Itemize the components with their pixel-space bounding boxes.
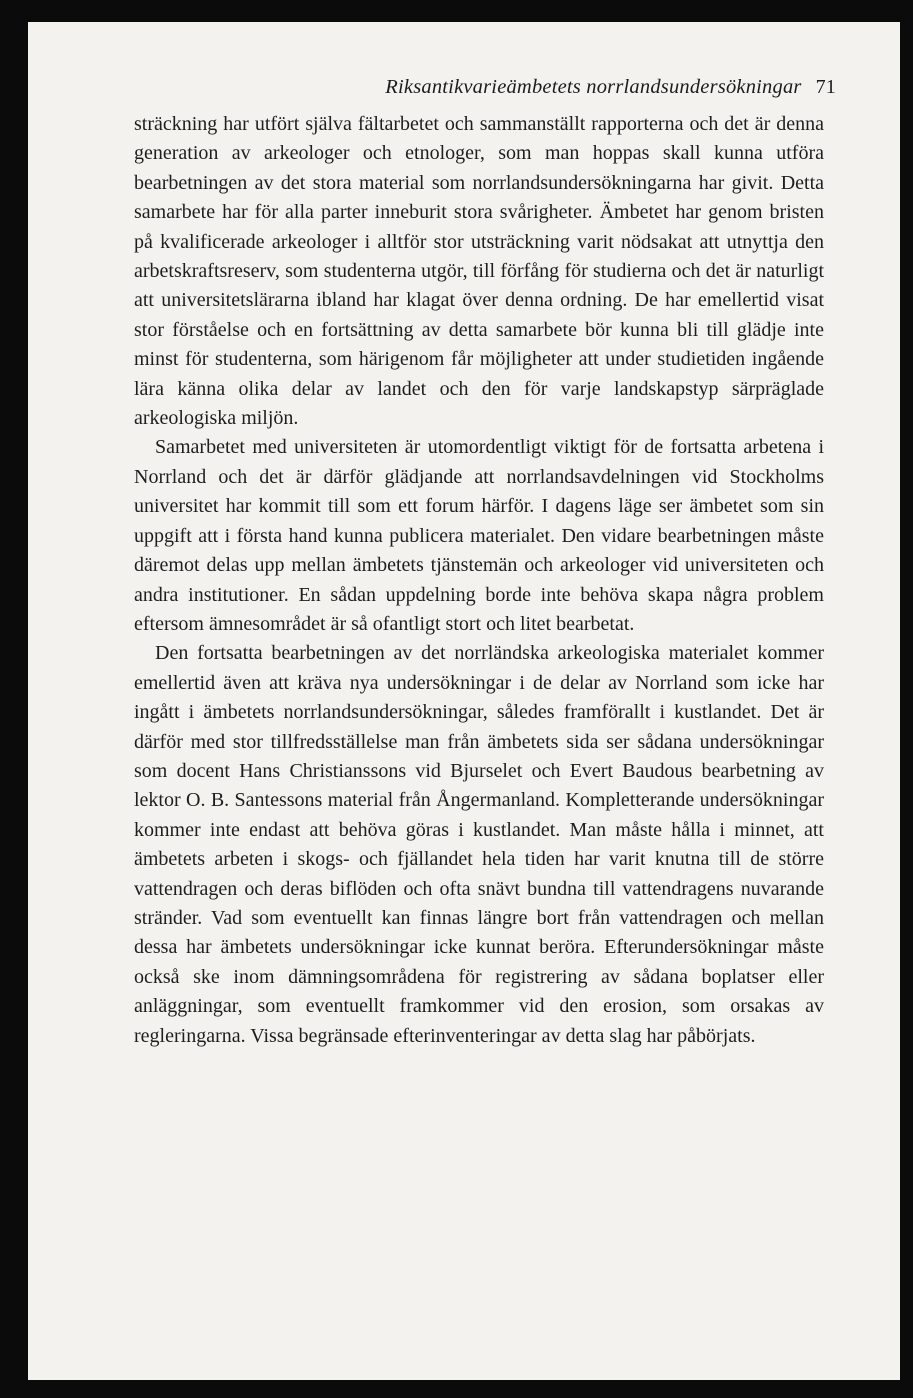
book-page bbox=[28, 22, 900, 1380]
body-text bbox=[134, 110, 824, 1051]
paragraph-2: Samarbetet med universiteten är utomordentligt viktigt för de fortsatta arbetena i Norrland och det är därför glädjande att norrlandsavdelningen vid Stockholms universitet har kommit till som ett forum härför. I dagens läge ser ämbetet som sin uppgift att i första hand kunna publicera materialet. Den vidare bearbetningen måste däremot delas upp mellan ämbetets tjänstemän och arkeologer vid universiteten och andra institutioner. En sådan uppdelning borde inte behöva skapa några problem eftersom ämnesområdet är så ofantligt stort och litet bearbetat. bbox=[134, 436, 824, 635]
paragraph-1: sträckning har utfört själva fältarbetet och sammanställt rapporterna och det är denna generation av arkeologer och etnologer, som man hoppas skall kunna utföra bearbetningen av det stora material som norrlandsundersökningarna har givit. Detta samarbete har för alla parter inneburit stora svårigheter. Ämbetet har genom bristen på kvalificerade arkeologer i alltför stor utsträckning varit nödsakat att utnyttja den arbetskraftsreserv, som studenterna utgör, till förfång för studierna och det är naturligt att universitetslärarna ibland har klagat över denna ordning. De har emellertid visat stor förståelse och en fortsättning av detta samarbete bör kunna bli till glädje inte minst för studenterna, som härigenom får möjligheter att under studietiden ingående lära känna olika delar av landet och den för varje landskapstyp särpräglade arkeologiska miljön. bbox=[134, 113, 824, 430]
running-title: Riksantikvarieämbetets norrlandsundersökningar bbox=[385, 76, 802, 98]
paragraph-3: Den fortsatta bearbetningen av det norrländska arkeologiska materialet kommer emellertid även att kräva nya undersökningar i de delar av Norrland som icke har ingått i ämbetets norrlandsundersökningar, således framförallt i kustlandet. Det är därför med stor tillfredsställelse man från ämbetets sida ser sådana undersökningar som docent Hans Christianssons vid Bjurselet och Evert Baudous bearbetning av lektor O. B. Santessons material från Ångermanland. Kompletterande undersökningar kommer inte endast att behöva göras i kustlandet. Man måste hålla i minnet, att ämbetets arbeten i skogs- och fjällandet hela tiden har varit knutna till de större vattendragen och deras biflöden och ofta snävt bundna till vattendragens nuvarande stränder. Vad som eventuellt kan finnas längre bort från vattendragen och mellan dessa har ämbetets undersökningar icke kunnat beröra. Efterundersökningar måste också ske inom dämningsområdena för registrering av sådana boplatser eller anläggningar, som eventuellt framkommer vid den erosion, som orsakas av regleringarna. Vissa begränsade efterinventeringar av detta slag har påbörjats. bbox=[134, 642, 824, 1047]
running-head bbox=[28, 76, 836, 99]
page-number: 71 bbox=[815, 76, 836, 98]
